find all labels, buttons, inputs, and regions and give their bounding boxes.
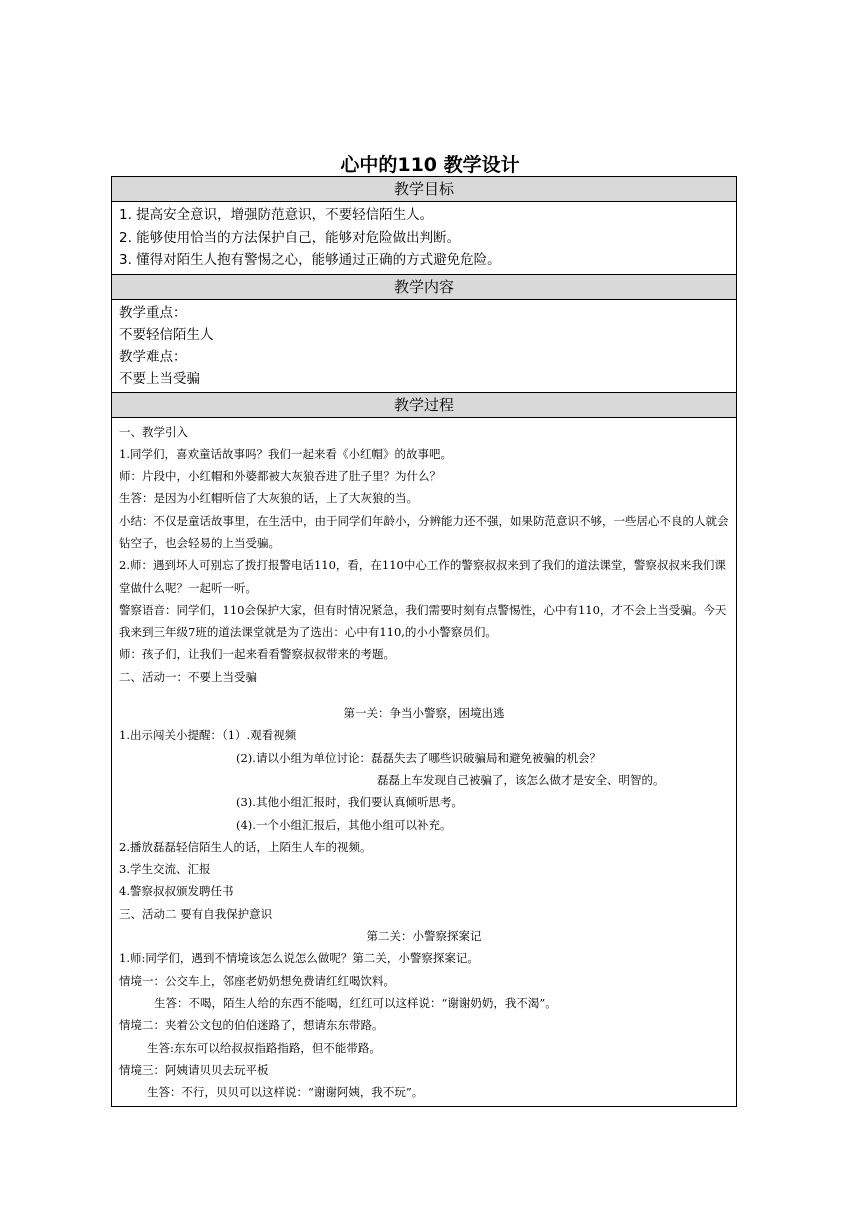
process-paragraph: 师：片段中，小红帽和外婆都被大灰狼吞进了肚子里？为什么？ — [119, 469, 441, 484]
process-paragraph: 生答：不行，贝贝可以这样说：“谢谢阿姨，我不玩”。 — [147, 1085, 424, 1100]
process-paragraph: 师：孩子们，让我们一起来看看警察叔叔带来的考题。 — [119, 647, 395, 662]
content-body — [112, 300, 736, 393]
key-point-text: 不要轻信陌生人 — [119, 326, 214, 343]
process-heading: 一、教学引入 — [119, 424, 188, 439]
goal-item: 3. 懂得对陌生人抱有警惕之心，能够通过正确的方式避免危险。 — [119, 252, 501, 268]
process-paragraph: 小结：不仅是童话故事里，在生活中，由于同学们年龄小，分辨能力还不强，如果防范意识不够，一些居心不良的人就会钻空子，也会轻易的上当受骗。 — [119, 513, 729, 550]
process-paragraph: 2.播放磊磊轻信陌生人的话，上陌生人车的视频。 — [119, 839, 372, 854]
goals-body — [112, 202, 736, 275]
process-paragraph: 1.同学们，喜欢童话故事吗？我们一起来看《小红帽》的故事吧。 — [119, 446, 452, 461]
lesson-plan-table — [111, 176, 737, 1107]
difficulty-text: 不要上当受骗 — [119, 370, 200, 387]
process-heading: 三、活动二 要有自我保护意识 — [119, 906, 273, 921]
process-paragraph: 情境二：夹着公文包的伯伯迷路了，想请东东带路。 — [119, 1018, 384, 1033]
process-body — [112, 418, 736, 1107]
goal-item: 2. 能够使用恰当的方法保护自己，能够对危险做出判断。 — [119, 229, 461, 246]
goal-item: 1. 提高安全意识，增强防范意识，不要轻信陌生人。 — [119, 207, 434, 223]
process-paragraph: 生答:东东可以给叔叔指路指路，但不能带路。 — [147, 1040, 381, 1055]
process-paragraph: 情境三：阿姨请贝贝去玩平板 — [119, 1062, 269, 1077]
process-paragraph: 3.学生交流、汇报 — [119, 862, 211, 877]
spacer — [119, 688, 729, 702]
content-header: 教学内容 — [112, 275, 736, 300]
process-paragraph: (4).一个小组汇报后，其他小组可以补充。 — [236, 817, 452, 832]
level-title: 第二关：小警察探案记 — [366, 929, 482, 944]
difficulty-label: 教学难点： — [119, 348, 187, 365]
process-paragraph: 1.出示闯关小提醒：（1）.观看视频 — [119, 728, 297, 743]
process-paragraph: (3).其他小组汇报时，我们要认真倾听思考。 — [236, 795, 463, 810]
level-title: 第一关：争当小警察，困境出逃 — [343, 706, 505, 721]
process-paragraph: 1.师:同学们，遇到不情境该怎么说怎么做呢？第二关，小警察探案记。 — [119, 951, 479, 966]
process-paragraph: 4.警察叔叔颁发聘任书 — [119, 884, 234, 899]
process-paragraph: 生答：不喝，陌生人给的东西不能喝，红红可以这样说：“谢谢奶奶，我不渴”。 — [154, 995, 557, 1010]
key-point-label: 教学重点： — [119, 304, 187, 321]
goals-header: 教学目标 — [112, 177, 736, 202]
process-paragraph: 2.师：遇到坏人可别忘了拨打报警电话110，看，在110中心工作的警察叔叔来到了我们的道法课堂，警察叔叔来我们课堂做什么呢？一起听一听。 — [119, 558, 726, 595]
page-title: 心中的110 教学设计 — [340, 154, 520, 176]
process-paragraph: 警察语音：同学们，110会保护大家，但有时情况紧急，我们需要时刻有点警惕性，心中有110，才不会上当受骗。今天我来到三年级7班的道法课堂就是为了选出：心中有110,的小小警察员们。 — [119, 602, 727, 640]
process-paragraph: 生答：是因为小红帽听信了大灰狼的话，上了大灰狼的当。 — [119, 491, 418, 506]
process-heading: 二、活动一：不要上当受骗 — [119, 669, 257, 684]
process-paragraph: 情境一：公交车上，邻座老奶奶想免费请红红喝饮料。 — [119, 973, 395, 988]
process-header: 教学过程 — [112, 393, 736, 418]
process-paragraph: 磊磊上车发现自己被骗了，该怎么做才是安全、明智的。 — [377, 772, 665, 787]
process-paragraph: (2).请以小组为单位讨论：磊磊失去了哪些识破骗局和避免被骗的机会？ — [236, 750, 601, 765]
